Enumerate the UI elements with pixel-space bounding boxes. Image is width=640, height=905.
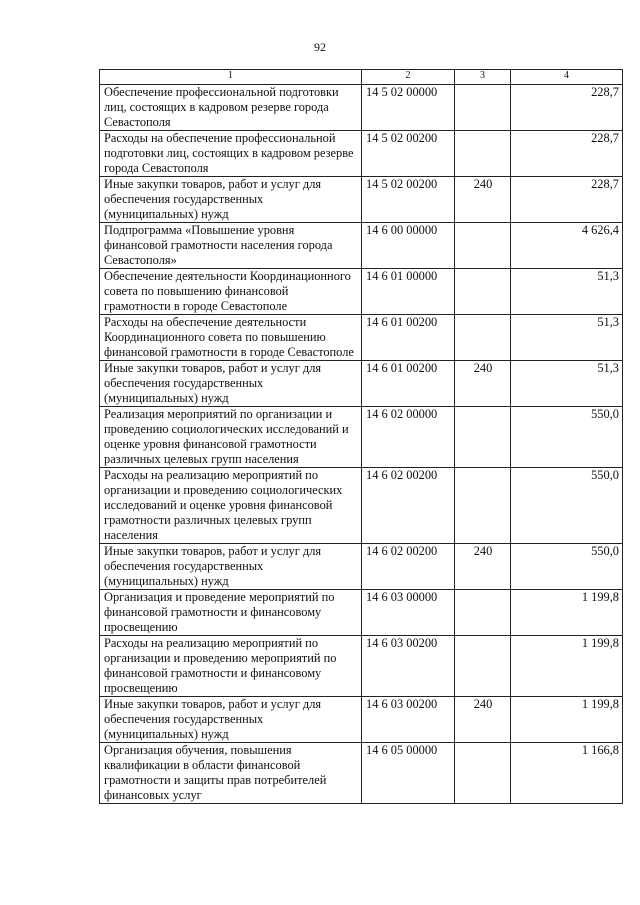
row-name: Иные закупки товаров, работ и услуг для обеспечения государственных (муниципальных) нужд (100, 361, 362, 407)
row-code: 14 6 00 00000 (362, 223, 455, 269)
table-row (100, 131, 623, 177)
row-name: Организация обучения, повышения квалификации в области финансовой грамотности и защиты прав потребителей финансовых услуг (100, 743, 362, 804)
table-row (100, 636, 623, 697)
row-expense-type (455, 223, 511, 269)
row-name: Расходы на обеспечение профессиональной подготовки лиц, состоящих в кадровом резерве города Севастополя (100, 131, 362, 177)
row-expense-type: 240 (455, 697, 511, 743)
row-name: Реализация мероприятий по организации и проведению социологических исследований и оценке уровня финансовой грамотности различных целевых групп населения (100, 407, 362, 468)
row-code: 14 5 02 00200 (362, 131, 455, 177)
row-name: Иные закупки товаров, работ и услуг для обеспечения государственных (муниципальных) нужд (100, 177, 362, 223)
row-expense-type (455, 269, 511, 315)
row-code: 14 6 03 00200 (362, 697, 455, 743)
header-col-3: 3 (455, 70, 511, 85)
row-code: 14 6 01 00000 (362, 269, 455, 315)
row-expense-type (455, 743, 511, 804)
row-expense-type: 240 (455, 177, 511, 223)
row-name: Расходы на реализацию мероприятий по организации и проведению мероприятий по финансовой грамотности и финансовому просвещению (100, 636, 362, 697)
row-amount: 51,3 (511, 315, 623, 361)
row-expense-type (455, 131, 511, 177)
row-expense-type (455, 590, 511, 636)
row-amount: 51,3 (511, 361, 623, 407)
row-name: Расходы на обеспечение деятельности Координационного совета по повышению финансовой грамотности в городе Севастополе (100, 315, 362, 361)
header-col-2: 2 (362, 70, 455, 85)
table-row (100, 269, 623, 315)
row-code: 14 6 03 00000 (362, 590, 455, 636)
row-amount: 550,0 (511, 544, 623, 590)
row-code: 14 6 01 00200 (362, 361, 455, 407)
row-amount: 228,7 (511, 131, 623, 177)
row-amount: 1 199,8 (511, 697, 623, 743)
row-name: Расходы на реализацию мероприятий по организации и проведению социологических исследований и оценке уровня финансовой грамотности различных целевых групп населения (100, 468, 362, 544)
table-row (100, 361, 623, 407)
row-name: Иные закупки товаров, работ и услуг для обеспечения государственных (муниципальных) нужд (100, 544, 362, 590)
page-number: 92 (314, 40, 326, 54)
header-row (100, 70, 623, 85)
row-expense-type: 240 (455, 544, 511, 590)
row-expense-type (455, 407, 511, 468)
table-row (100, 544, 623, 590)
table-row (100, 743, 623, 804)
row-name: Обеспечение профессиональной подготовки лиц, состоящих в кадровом резерве города Севастополя (100, 85, 362, 131)
table-row (100, 223, 623, 269)
row-amount: 4 626,4 (511, 223, 623, 269)
budget-table (99, 69, 623, 804)
row-expense-type: 240 (455, 361, 511, 407)
row-amount: 1 199,8 (511, 636, 623, 697)
row-expense-type (455, 468, 511, 544)
row-code: 14 6 01 00200 (362, 315, 455, 361)
row-expense-type (455, 85, 511, 131)
table-row (100, 697, 623, 743)
row-amount: 550,0 (511, 468, 623, 544)
row-expense-type (455, 315, 511, 361)
header-col-4: 4 (511, 70, 623, 85)
row-amount: 1 166,8 (511, 743, 623, 804)
row-code: 14 6 02 00200 (362, 544, 455, 590)
row-code: 14 5 02 00000 (362, 85, 455, 131)
row-amount: 1 199,8 (511, 590, 623, 636)
row-amount: 51,3 (511, 269, 623, 315)
row-amount: 228,7 (511, 85, 623, 131)
row-code: 14 6 02 00000 (362, 407, 455, 468)
table-row (100, 85, 623, 131)
table-row (100, 590, 623, 636)
row-amount: 228,7 (511, 177, 623, 223)
row-name: Обеспечение деятельности Координационного совета по повышению финансовой грамотности в городе Севастополе (100, 269, 362, 315)
table-row (100, 177, 623, 223)
row-name: Организация и проведение мероприятий по финансовой грамотности и финансовому просвещению (100, 590, 362, 636)
table-row (100, 315, 623, 361)
row-name: Иные закупки товаров, работ и услуг для обеспечения государственных (муниципальных) нужд (100, 697, 362, 743)
row-code: 14 6 03 00200 (362, 636, 455, 697)
header-col-1: 1 (100, 70, 362, 85)
row-expense-type (455, 636, 511, 697)
row-amount: 550,0 (511, 407, 623, 468)
row-name: Подпрограмма «Повышение уровня финансовой грамотности населения города Севастополя» (100, 223, 362, 269)
table-row (100, 468, 623, 544)
row-code: 14 5 02 00200 (362, 177, 455, 223)
row-code: 14 6 05 00000 (362, 743, 455, 804)
table-row (100, 407, 623, 468)
row-code: 14 6 02 00200 (362, 468, 455, 544)
